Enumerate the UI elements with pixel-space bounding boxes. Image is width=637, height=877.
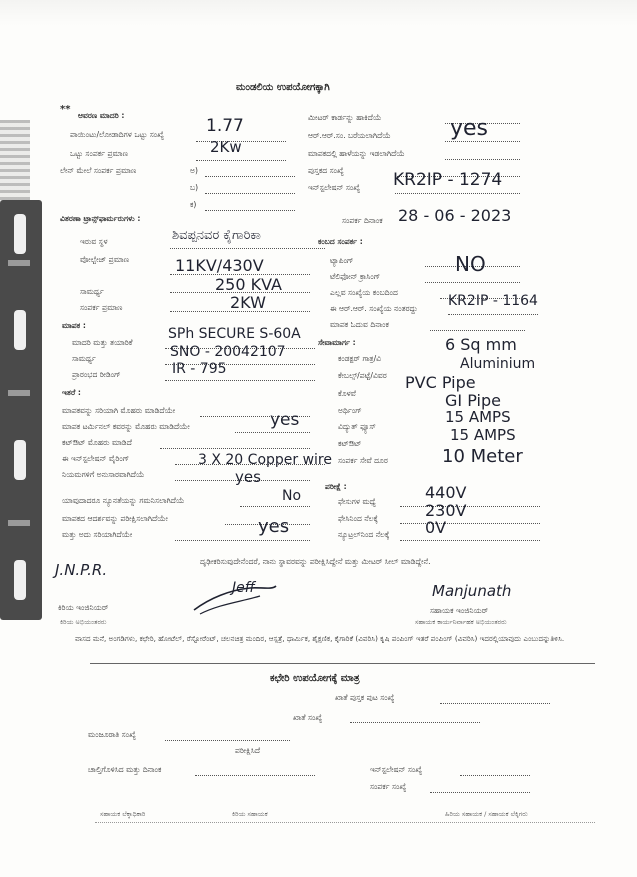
page-top-edge <box>0 0 637 26</box>
section-transformer: ವಿತರಣಾ ಟ್ರಾನ್ಸ್‌ಫಾರ್ಮರುಗಳು : <box>60 214 141 223</box>
footer-junior-assistant: ಕಿರಿಯ ಸಹಾಯಕ <box>232 810 268 818</box>
field-line <box>445 141 520 142</box>
signature-left: J.N.P.R. <box>55 561 108 579</box>
value-location: ಶಿವಪ್ಪನವರ ಕೈಗಾರಿಕಾ <box>172 228 261 243</box>
label-capacity: ಸಾಮರ್ಥ್ಯ <box>80 287 104 296</box>
declaration-text: ದೃಢೀಕರಿಸುವುದೇನೆಂದರೆ, ನಾನು ಸ್ಥಾವರವನ್ನು ಪರೀಕ್ಷಿಸಿದ್ದೇನೆ ಮತ್ತು ಮೀಟರ್ ಸೀಲ್ ಮಾಡಿದ್ದೇನೆ. <box>200 557 431 566</box>
field-line <box>440 703 550 704</box>
label-rr-written: ಆರ್.ಆರ್.ಸಂ. ಬರೆಯಲಾಗಿದೆಯೆ <box>308 131 391 140</box>
label-assistant-engineer: ಸಹಾಯಕ ಇಂಜಿನಿಯರ್ <box>430 606 489 615</box>
label-neutral-to-earth: ನ್ಯೂಟ್ರಲ್‌ನಿಂದ ನೆಲಕ್ಕೆ <box>338 530 390 539</box>
value-after-rr: KR2IP - 1164 <box>448 293 538 309</box>
value-total-points: 1.77 <box>206 116 244 136</box>
label-after-rr: ಈ ಆರ್.ಆರ್. ಸಂಖ್ಯೆಯ ನಂತರದ್ದು <box>330 304 418 313</box>
label-telephone-crossing: ಟೆಲಿಫೋನ್ ಕ್ರಾಸಿಂಗ್ <box>330 272 381 281</box>
file-binder-clip <box>0 200 42 620</box>
field-line <box>445 159 520 160</box>
label-meter-capacity: ಸಾಮರ್ಥ್ಯ <box>72 354 96 363</box>
field-line <box>165 740 290 741</box>
office-use-title: ಕಛೇರಿ ಉಪಯೋಗಕ್ಕೆ ಮಾತ್ರ <box>270 673 360 684</box>
value-connection-date: 28 - 06 - 2023 <box>398 206 512 225</box>
label-as-per-rules: ನಿಯಮಗಳಿಗೆ ಅನುಸಾರವಾಗಿದೆಯೆ <box>62 470 145 479</box>
label-conduit: ಕೊಳವೆ <box>338 389 356 398</box>
field-line <box>240 506 310 507</box>
label-terminal-cover: ಮಾಪಕ ಟರ್ಮಿನಲ್ ಕವರನ್ನು ಮೊಹರು ಮಾಡಿದೆಯೇ <box>62 422 190 431</box>
section-service-line: ಸೇವಾಮಾರ್ಗ : <box>318 338 356 347</box>
stars-mark: ** <box>60 104 71 115</box>
stamp-right: ಸಹಾಯಕ ಕಾರ್ಯನಿರ್ವಾಹಕ ಅಭಿಯಂತರರು <box>415 618 507 626</box>
stamp-left: ಕಿರಿಯ ಅಭಿಯಂತರರು <box>60 618 107 626</box>
field-line <box>195 775 315 776</box>
field-line <box>205 193 295 194</box>
label-voltage: ವೋಲ್ಟೇಜ್ ಪ್ರಮಾಣ <box>80 255 130 264</box>
label-conductor: ಕಂಡಕ್ಟರ್ ಗಾತ್ರ/ವಿ <box>338 354 382 363</box>
divider <box>90 663 595 664</box>
label-office-installation: ಇನ್‌ಸ್ಟಲೇಷನ್ ಸಂಖ್ಯೆ <box>370 765 423 774</box>
page-title: ಮಂಡಲಿಯ ಉಪಯೋಗಕ್ಕಾಗಿ <box>236 82 330 93</box>
value-telephone-crossing: NO <box>455 252 486 276</box>
label-fuse: ವಿದ್ಯುತ್ ಫ್ಯೂಸ್ <box>338 422 376 431</box>
label-tapping: ಟ್ಯಾಪಿಂಗ್ <box>330 256 354 265</box>
field-line <box>400 506 540 507</box>
label-wiring: ಈ ಇನ್‌ಸ್ಟಲೇಷನ್ ವೈರಿಂಗ್ <box>62 454 130 463</box>
field-line <box>395 193 520 194</box>
label-sheet-in-meter: ಮಾಪಕದಲ್ಲಿ ಹಾಳೆಯನ್ನು ಇಡಲಾಗಿದೆಯೆ <box>308 149 405 158</box>
label-account-number: ಖಾತೆ ಸಂಖ್ಯೆ <box>293 713 323 722</box>
value-voltage: 11KV/430V <box>175 256 264 275</box>
value-connected-load: 2KW <box>230 293 266 312</box>
signature-right: Manjunath <box>432 582 512 600</box>
footer-senior-assistant: ಹಿರಿಯ ಸಹಾಯಕ / ಸಹಾಯಕ ಲೆಕ್ಕಿಗರು <box>445 810 528 818</box>
label-cutout: ಕಟ್‌ಔಟ್ <box>338 439 362 448</box>
value-wiring: 3 X 20 Copper wire <box>198 452 332 468</box>
value-meter-serial: SNO - 20042107 <box>170 344 286 360</box>
value-phase-to-phase: 440V <box>425 483 467 502</box>
label-meter-card: ಮೀಟರ್ ಕಾರ್ಡನ್ನು ಹಾಕಿದೆಯೆ <box>308 113 382 122</box>
field-line <box>170 248 325 249</box>
value-initial-reading: IR - 795 <box>172 361 227 377</box>
label-connected-load: ಸಂಪರ್ಕ ಪ್ರಮಾಣ <box>80 303 123 312</box>
label-meter-sealed: ಮಾಪಕವನ್ನು ಸರಿಯಾಗಿ ಮೊಹರು ಮಾಡಿದೆಯೇ <box>62 406 176 415</box>
value-conduit: PVC Pipe <box>405 373 476 392</box>
label-lane-load: ಲೇನ್ ಮೇಲೆ ಸಂಪರ್ಕ ಪ್ರಮಾಣ <box>60 166 137 175</box>
label-cable: ಕೇಬಲ್ಸ್/ಪಟ್ಟೆ/ವಿವರ <box>338 371 387 380</box>
label-location: ಇರುವ ಸ್ಥಳ <box>80 237 108 246</box>
field-line <box>165 380 315 381</box>
section-pole: ಕಂಬದ ಸಂಪರ್ಕ : <box>318 237 363 246</box>
footer-divider <box>95 822 595 823</box>
value-service-distance: 10 Meter <box>442 446 523 467</box>
value-fuse: 15 AMPS <box>445 408 511 426</box>
label-from-pole: ಎಲ್ಲವ ಸಂಖ್ಯೆಯ ಕಂಬದಿಂದ <box>330 288 398 297</box>
label-reading-date: ಮಾಪಕ ಓದುವ ದಿನಾಂಕ <box>330 320 389 329</box>
sub-label-b: ಬ) <box>190 183 199 192</box>
label-activated-date: ಚಾಲ್ತಿಗೊಳಿಸಿದ ಮತ್ತು ದಿನಾಂಕ <box>88 765 162 774</box>
field-line <box>175 540 310 541</box>
value-rr-written: yes <box>450 116 489 141</box>
section-others: ಇತರೆ : <box>62 388 81 397</box>
label-initial-reading: ಪ್ರಾರಂಭದ ರೀಡಿಂಗ್ <box>72 370 121 379</box>
value-installation-number: KR2IP - 1274 <box>393 170 503 190</box>
field-line <box>430 792 530 793</box>
value-terminal-cover: yes <box>270 410 300 430</box>
label-cutout-sealed: ಕಟ್‌ಔಟ್ ಮೊಹರು ಮಾಡಿದೆ <box>62 438 132 447</box>
label-service-distance: ಸಂಪರ್ಕ ಸೇವೆ ದೂರ <box>338 456 388 465</box>
value-as-per-rules: yes <box>235 468 261 486</box>
field-line <box>205 176 295 177</box>
label-office-connection: ಸಂಪರ್ಕ ಸಂಖ್ಯೆ <box>370 782 407 791</box>
section-meter: ಮಾಪಕ : <box>62 321 86 330</box>
value-meter-make: SPh SECURE S-60A <box>168 326 301 342</box>
field-line <box>430 330 525 331</box>
label-phase-to-earth: ಫೇಸಿನಿಂದ ನೆಲಕ್ಕೆ <box>338 514 378 523</box>
signature-middle: Jeff <box>232 580 255 596</box>
value-cutout: 15 AMPS <box>450 426 516 444</box>
label-installation-number: ಇನ್‌ಸ್ಟಲೇಷನ್ ಸಂಖ್ಯೆ <box>308 183 361 192</box>
label-connection-date: ಸಂಪರ್ಕ ದಿನಾಂಕ <box>342 216 383 225</box>
label-total-points: ಪಾಯಿಂಟು/ಲೋಡಾದಿಗಳ ಒಟ್ಟು ಸಂಖ್ಯೆ <box>70 130 165 139</box>
field-line <box>448 314 538 315</box>
field-line <box>400 523 540 524</box>
label-meter-make: ಮಾದರಿ ಮತ್ತು ತಯಾರಿಕೆ <box>72 338 133 347</box>
label-phase-to-phase: ಫೇಸುಗಳ ಮಧ್ಯೆ <box>338 497 376 506</box>
label-junior-engineer: ಕಿರಿಯ ಇಂಜಿನಿಯರ್ <box>58 603 109 612</box>
value-phase-to-earth: 230V <box>425 501 467 520</box>
section-premises-type: ಆವರಣ ಮಾದರಿ : <box>78 111 125 120</box>
field-line <box>235 432 310 433</box>
value-conductor: 6 Sq mm <box>445 335 517 354</box>
value-cable: Aluminium <box>460 356 536 372</box>
label-sanction-number: ಮಂಜೂರಾತಿ ಸಂಖ್ಯೆ <box>88 730 136 739</box>
label-checked: ಪರೀಕ್ಷಿಸಿದೆ <box>235 746 261 755</box>
value-defects-noticed: No <box>282 488 302 504</box>
value-earthing: GI Pipe <box>445 391 501 410</box>
value-is-correct: yes <box>258 516 290 537</box>
label-ledger-page: ಖಾತೆ ಪುಸ್ತಕ ಪುಟ ಸಂಖ್ಯೆ <box>335 693 395 702</box>
premises-note: ವಾಸದ ಮನೆ, ಅಂಗಡಿಗಳು, ಕಛೇರಿ, ಹೋಟೆಲ್, ರೆಸ್ಟೋರೆಂಟ್, ಚಲನಚಿತ್ರ ಮಂದಿರ, ಆಸ್ಪತ್ರೆ, ಧಾರ್ಮಿಕ, ಶೈಕ್ಷಣಿಕ, ಕೈಗಾರಿಕೆ (ವಿವರಿಸಿ) ಕೃಷಿ ಪಂಪಿಂಗ್ ಇತರೆ ಪಂಪಿಂಗ್ (ವಿವರಿಸಿ) ಇದರಲ್ಲಿಯಾವುದು ಎಂಬುದನ್ನುತಿಳಿಸಿ. <box>75 634 565 643</box>
label-defects-noticed: ಯಾವುದಾದರೂ ನ್ಯೂನತೆಯನ್ನು ಗಮನಿಸಲಾಗಿದೆಯೆ <box>62 496 185 505</box>
label-total-load: ಒಟ್ಟು ಸಂಪರ್ಕ ಪ್ರಮಾಣ <box>70 149 128 158</box>
field-line <box>460 775 530 776</box>
field-line <box>350 722 480 723</box>
field-line <box>400 540 540 541</box>
label-is-correct: ಮತ್ತು ಅದು ಸರಿಯಾಗಿದೆಯೇ <box>62 530 133 539</box>
field-line <box>205 210 295 211</box>
label-test: ಪರೀಕ್ಷೆ : <box>325 482 347 491</box>
field-line <box>425 282 520 283</box>
label-book-number: ಪುಸ್ತಕದ ಸಂಖ್ಯೆ <box>308 166 344 175</box>
label-meter-accuracy: ಮಾಪಕದ ಆದರ್ಶವನ್ನು ಪರೀಕ್ಷಿಸಲಾಗಿದೆಯೇ <box>62 514 168 523</box>
field-line <box>160 448 310 449</box>
footer-asst-accounts-officer: ಸಹಾಯಕ ಲೆಕ್ಕಾಧಿಕಾರಿ <box>100 810 146 818</box>
sub-label-c: ಕ) <box>190 200 197 209</box>
value-total-load: 2Kw <box>210 138 242 156</box>
sub-label-a: ಅ) <box>190 166 198 175</box>
label-earthing: ಅರ್ಥಿಂಗ್ <box>338 406 362 415</box>
value-neutral-to-earth: 0V <box>425 518 447 537</box>
field-line <box>196 160 286 161</box>
value-capacity: 250 KVA <box>215 275 282 294</box>
